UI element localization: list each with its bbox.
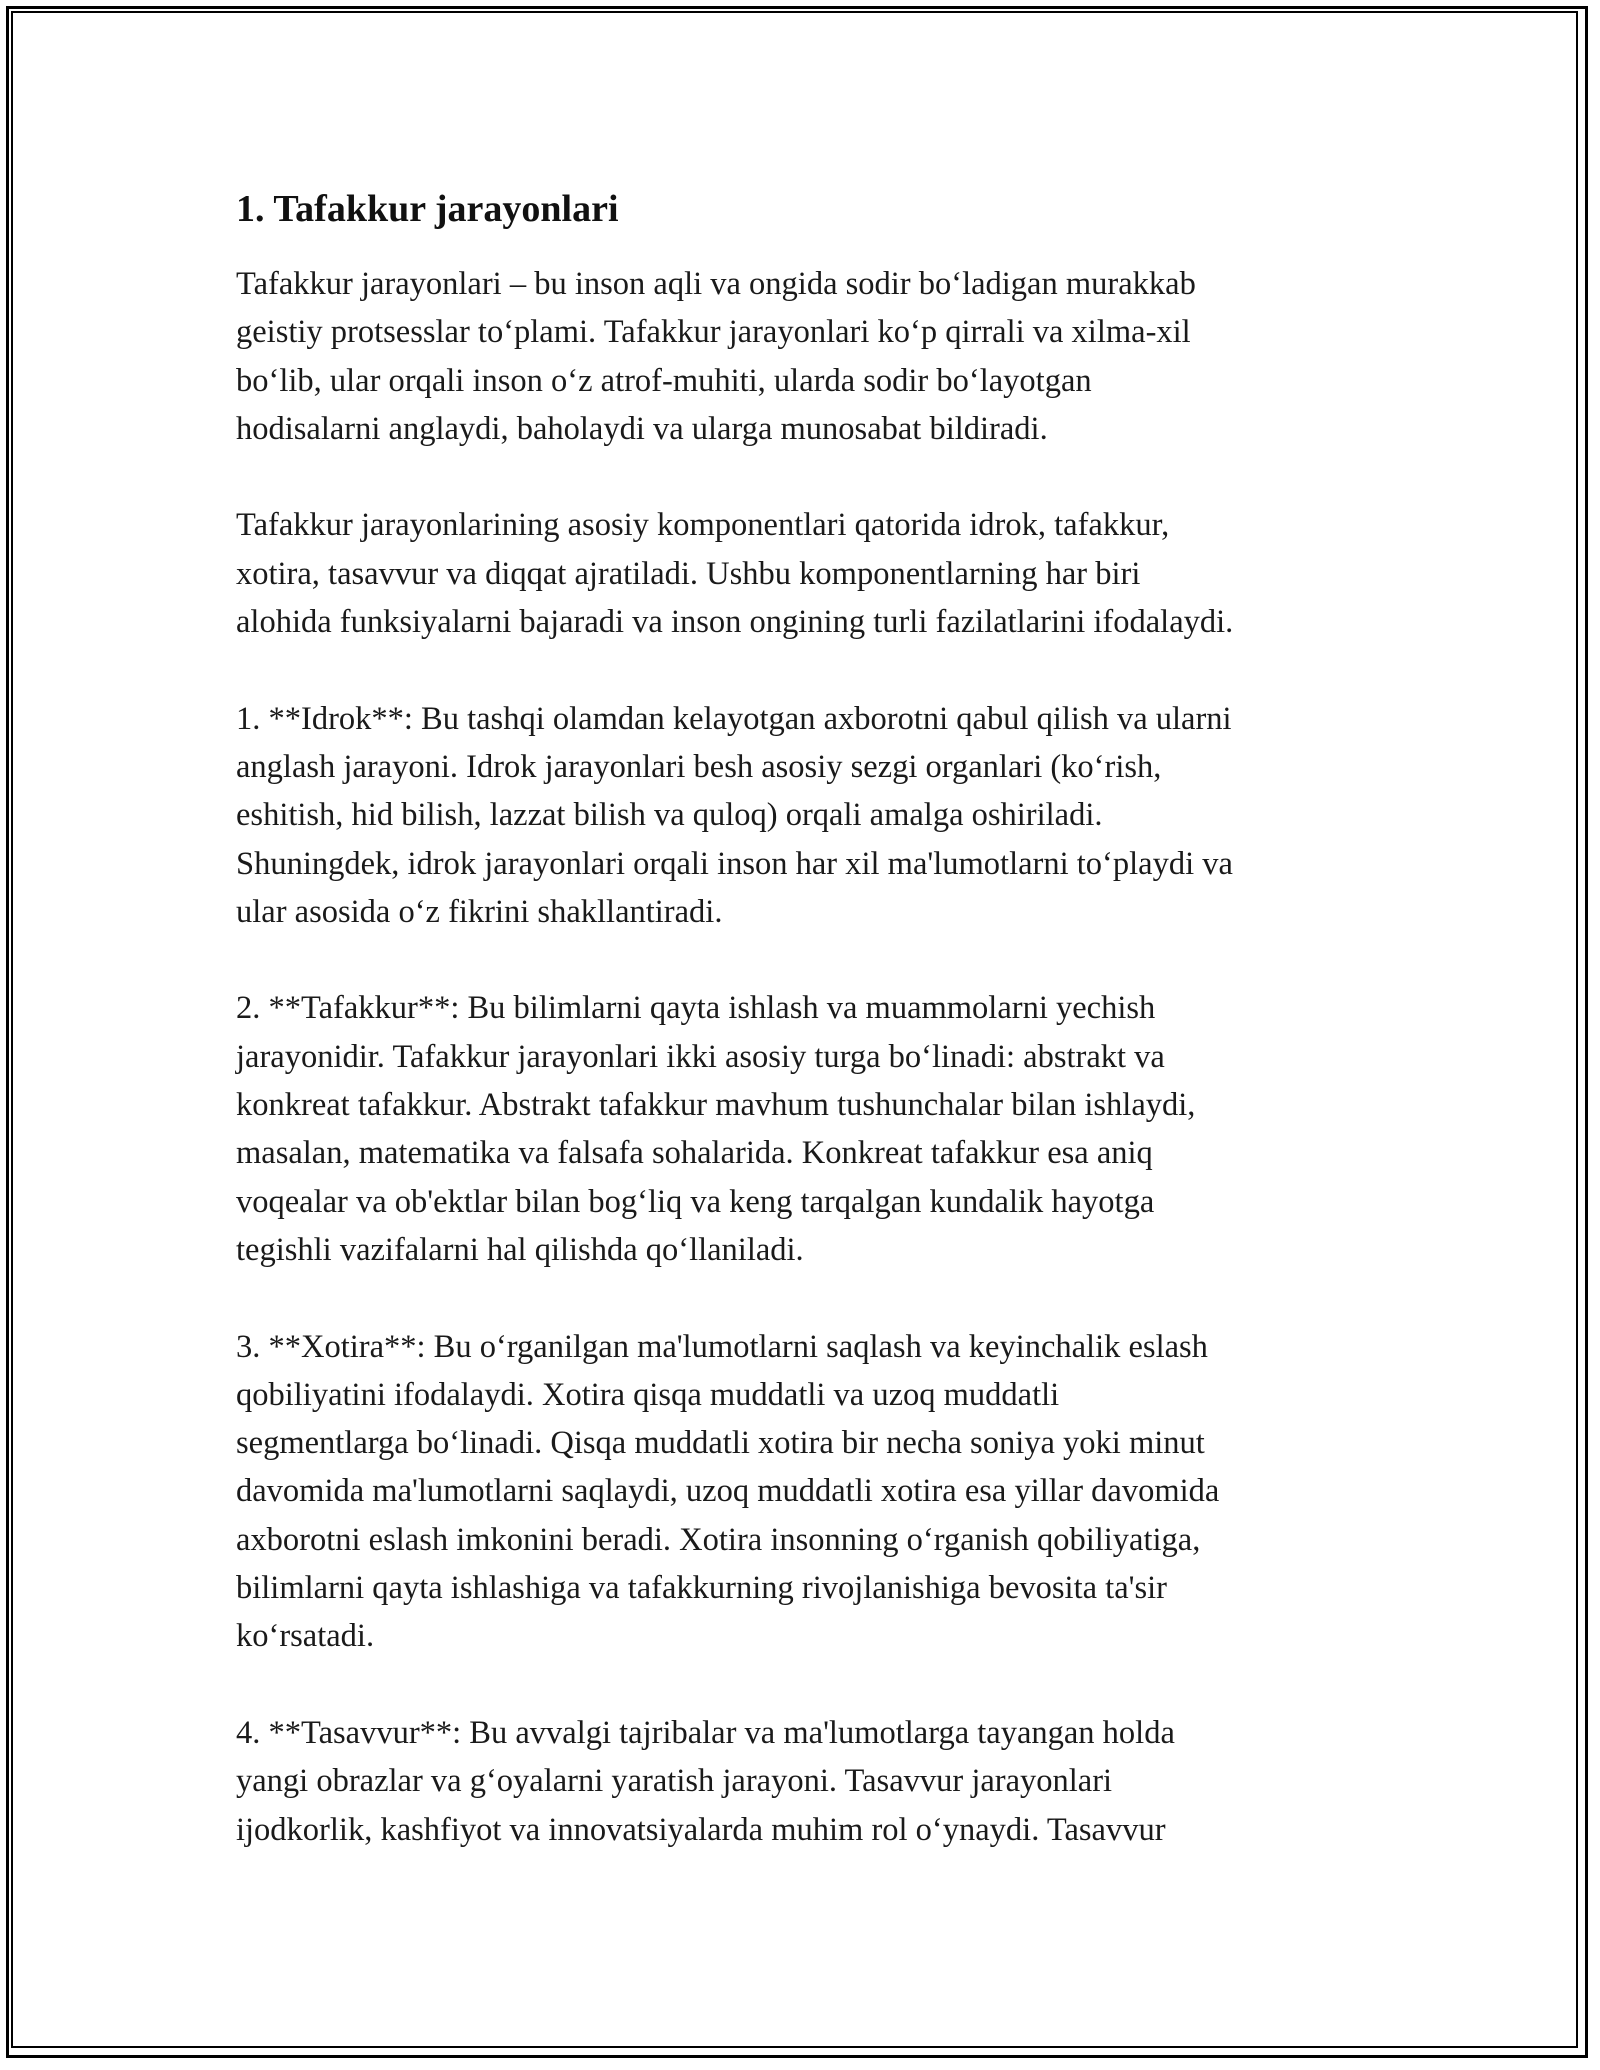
paragraph [236, 1323, 1386, 1661]
paragraph-line: axborotni eslash imkonini beradi. Xotira insonning oʻrganish qobiliyatiga, [236, 1521, 1201, 1558]
paragraph [236, 1709, 1386, 1854]
paragraph-line: voqealar va ob'ektlar bilan bogʻliq va keng tarqalgan kundalik hayotga [236, 1183, 1155, 1220]
paragraph-line: 2. **Tafakkur**: Bu bilimlarni qayta ishlash va muammolarni yechish [236, 990, 1156, 1027]
document-body [236, 186, 1386, 1902]
paragraph-line: alohida funksiyalarni bajaradi va inson ongining turli fazilatlarini ifodalaydi. [236, 604, 1234, 641]
paragraph-line: boʻlib, ular orqali inson oʻz atrof-muhiti, ularda sodir boʻlayotgan [236, 362, 1092, 399]
paragraph-line: Shuningdek, idrok jarayonlari orqali inson har xil ma'lumotlarni toʻplaydi va [236, 845, 1233, 882]
paragraph-line: hodisalarni anglaydi, baholaydi va ularga munosabat bildiradi. [236, 410, 1048, 447]
paragraph-line: Tafakkur jarayonlarining asosiy komponentlari qatorida idrok, tafakkur, [236, 507, 1170, 544]
paragraph-line: 4. **Tasavvur**: Bu avvalgi tajribalar va ma'lumotlarga tayangan holda [236, 1714, 1175, 1751]
paragraph [236, 260, 1386, 453]
section-heading: 1. Tafakkur jarayonlari [236, 188, 619, 230]
paragraph-line: xotira, tasavvur va diqqat ajratiladi. Ushbu komponentlarning har biri [236, 555, 1141, 592]
paragraph-line: davomida ma'lumotlarni saqlaydi, uzoq muddatli xotira esa yillar davomida [236, 1473, 1220, 1510]
paragraph-line: 3. **Xotira**: Bu oʻrganilgan ma'lumotlarni saqlash va keyinchalik eslash [236, 1328, 1208, 1365]
paragraph-list [236, 260, 1386, 1854]
paragraph-line: eshitish, hid bilish, lazzat bilish va quloq) orqali amalga oshiriladi. [236, 797, 1103, 834]
paragraph-line: 1. **Idrok**: Bu tashqi olamdan kelayotgan axborotni qabul qilish va ularni [236, 700, 1232, 737]
paragraph [236, 695, 1386, 936]
paragraph-line: ijodkorlik, kashfiyot va innovatsiyalarda muhim rol oʻynaydi. Tasavvur [236, 1811, 1166, 1848]
paragraph [236, 501, 1386, 646]
paragraph-line: ular asosida oʻz fikrini shakllantiradi. [236, 893, 723, 930]
paragraph-line: geistiy protsesslar toʻplami. Tafakkur jarayonlari koʻp qirrali va xilma-xil [236, 314, 1191, 351]
paragraph-line: masalan, matematika va falsafa sohalarida. Konkreat tafakkur esa aniq [236, 1135, 1153, 1172]
paragraph-line: anglash jarayoni. Idrok jarayonlari besh asosiy sezgi organlari (koʻrish, [236, 748, 1162, 785]
paragraph-line: Tafakkur jarayonlari – bu inson aqli va ongida sodir boʻladigan murakkab [236, 266, 1196, 302]
paragraph [236, 984, 1386, 1274]
paragraph-line: tegishli vazifalarni hal qilishda qoʻllaniladi. [236, 1231, 804, 1268]
paragraph-line: konkreat tafakkur. Abstrakt tafakkur mavhum tushunchalar bilan ishlaydi, [236, 1087, 1196, 1124]
paragraph-line: segmentlarga boʻlinadi. Qisqa muddatli xotira bir necha soniya yoki minut [236, 1425, 1205, 1462]
paragraph-line: koʻrsatadi. [236, 1618, 375, 1655]
paragraph-line: jarayonidir. Tafakkur jarayonlari ikki asosiy turga boʻlinadi: abstrakt va [236, 1038, 1165, 1075]
paragraph-line: qobiliyatini ifodalaydi. Xotira qisqa muddatli va uzoq muddatli [236, 1376, 1060, 1413]
paragraph-line: yangi obrazlar va gʻoyalarni yaratish jarayoni. Tasavvur jarayonlari [236, 1763, 1113, 1800]
paragraph-line: bilimlarni qayta ishlashiga va tafakkurning rivojlanishiga bevosita ta'sir [236, 1570, 1167, 1607]
